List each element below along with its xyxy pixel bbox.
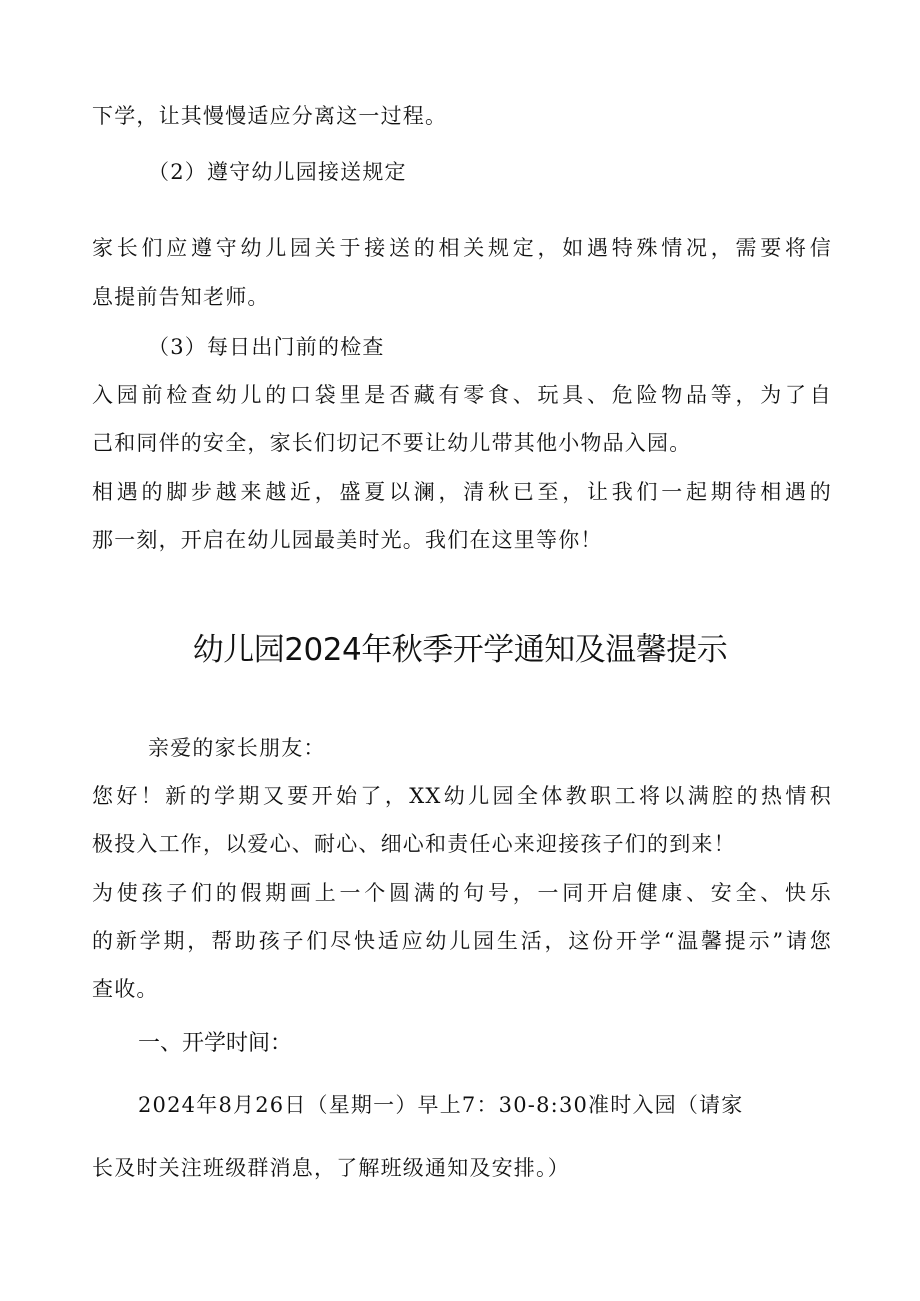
section-1-heading: 一、开学时间： <box>138 1031 293 1056</box>
item-2-heading: （2）遵守幼儿园接送规定 <box>148 160 407 184</box>
item-3-body-line-2: 己和同伴的安全，家长们切记不要让幼儿带其他小物品入园。 <box>92 431 692 455</box>
closing-line-1: 相遇的脚步越来越近，盛夏以澜，清秋已至，让我们一起期待相遇的 <box>92 480 832 504</box>
opening-time-line-1: 2024年8月26日（星期一）早上7：30-8:30准时入园（请家 <box>138 1093 744 1117</box>
intro-line-1: 您好！新的学期又要开始了，XX幼儿园全体教职工将以满腔的热情积 <box>92 784 832 808</box>
paragraph-continuation: 下学，让其慢慢适应分离这一过程。 <box>92 104 448 128</box>
item-2-body-line-2: 息提前告知老师。 <box>92 285 270 309</box>
greeting: 亲爱的家长朋友： <box>148 736 326 760</box>
paragraph-2-line-2: 的新学期，帮助孩子们尽快适应幼儿园生活，这份开学“温馨提示”请您 <box>92 929 832 953</box>
item-3-heading: （3）每日出门前的检查 <box>148 335 385 359</box>
opening-time-line-2: 长及时关注班级群消息，了解班级通知及安排。） <box>92 1156 570 1180</box>
intro-line-2: 极投入工作，以爱心、耐心、细心和责任心来迎接孩子们的到来！ <box>92 832 736 856</box>
notice-title: 幼儿园2024年秋季开学通知及温馨提示 <box>192 632 728 668</box>
item-2-body-line-1: 家长们应遵守幼儿园关于接送的相关规定，如遇特殊情况，需要将信 <box>92 236 832 260</box>
paragraph-2-line-1: 为使孩子们的假期画上一个圆满的句号，一同开启健康、安全、快乐 <box>92 881 832 905</box>
paragraph-2-line-3: 查收。 <box>92 977 159 1001</box>
item-3-body-line-1: 入园前检查幼儿的口袋里是否藏有零食、玩具、危险物品等，为了自 <box>92 383 832 407</box>
closing-line-2: 那一刻，开启在幼儿园最美时光。我们在这里等你！ <box>92 528 603 552</box>
